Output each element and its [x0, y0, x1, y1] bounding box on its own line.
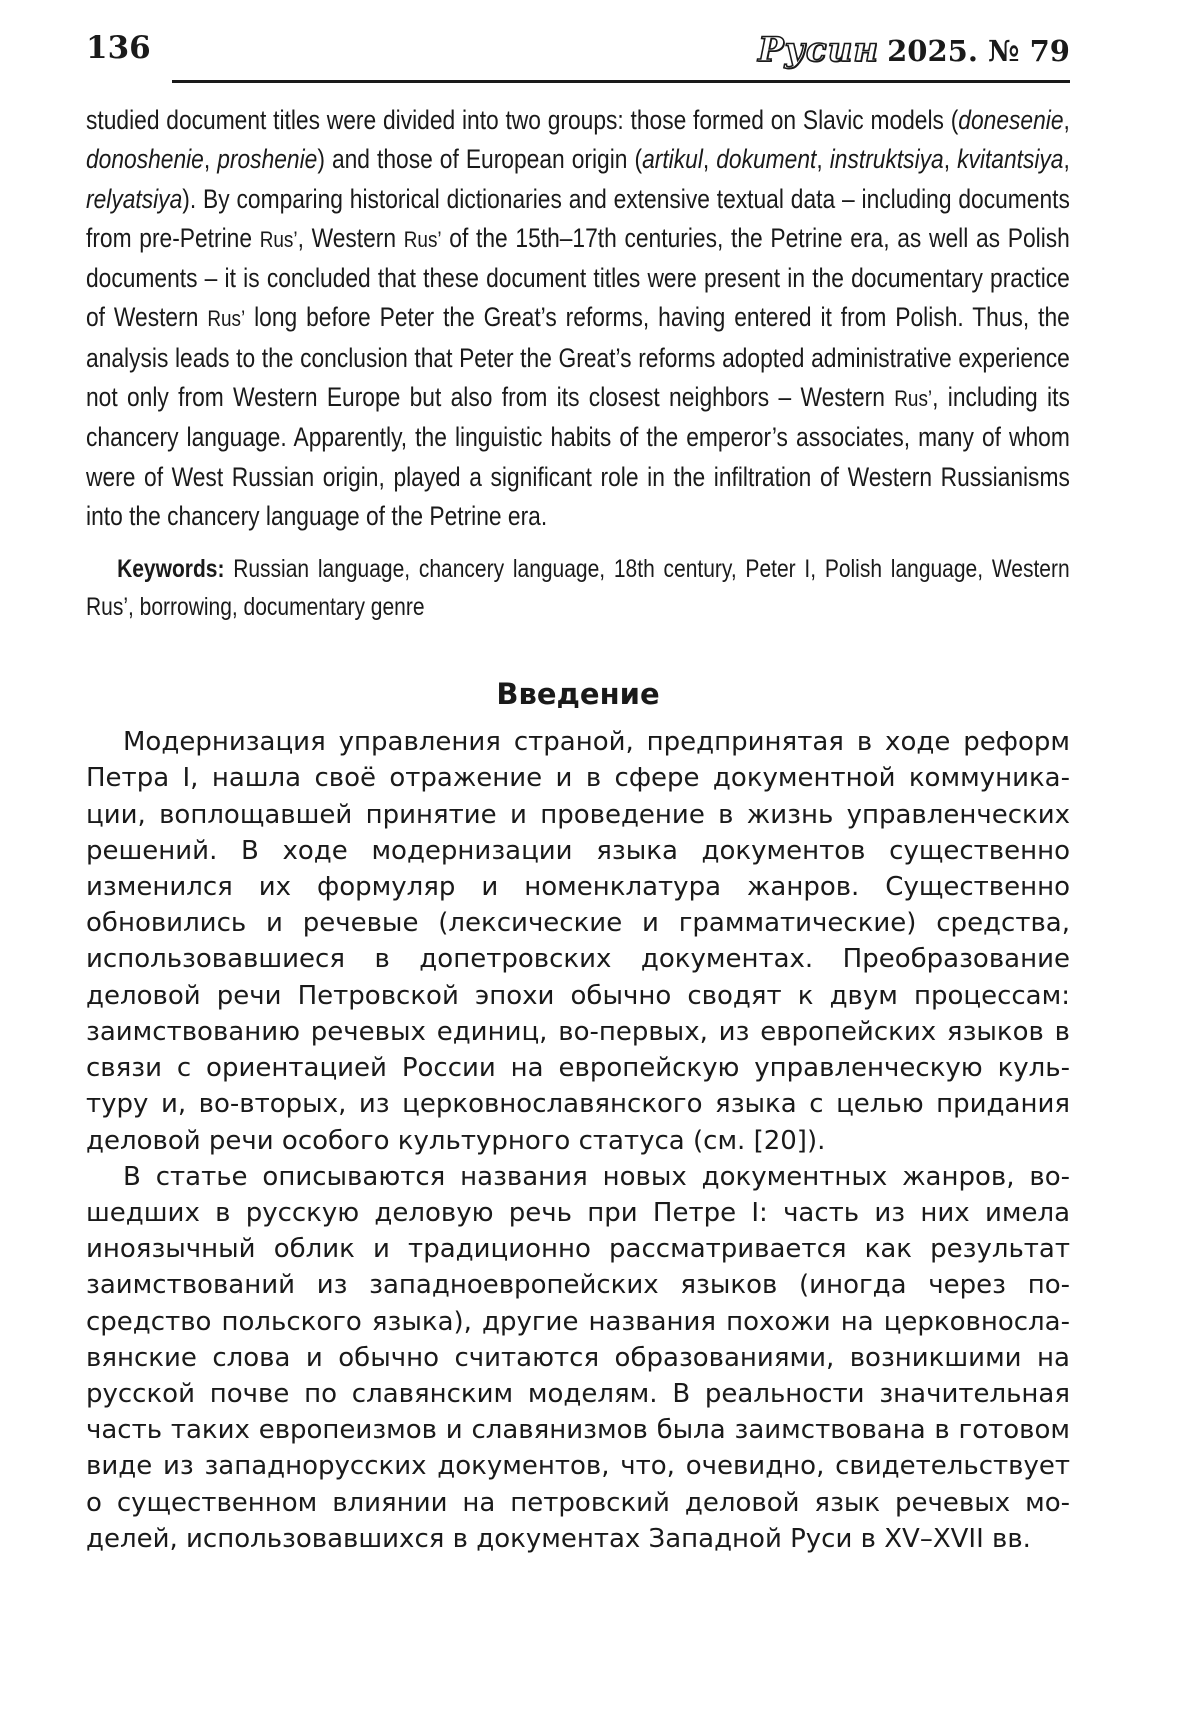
keywords-line [86, 550, 1070, 626]
journal-logo: Русин [757, 30, 880, 70]
body-text [86, 724, 1070, 1557]
small-caps-term: Rus’ [207, 306, 246, 332]
small-caps-term: Rus’ [894, 386, 933, 412]
abstract-text: of the 15th–17th centuries, the Petrine era, as well as Polish documents – it is concluded that these document titles were present in the documentary practice of Western [86, 222, 1070, 333]
term-italic: donoshenie [86, 144, 204, 175]
abstract-text: , [702, 144, 717, 175]
term-italic: dokument [716, 144, 817, 175]
abstract-text: , [1063, 144, 1070, 175]
journal-title [758, 32, 1070, 69]
term-italic: instruktsiya [829, 144, 944, 175]
journal-issue: 2025. № 79 [887, 34, 1070, 68]
term-italic: relyatsiya [86, 183, 183, 214]
keywords-label: Keywords: [117, 555, 225, 584]
abstract-text: , [1063, 105, 1070, 135]
small-caps-term: Rus’ [403, 226, 442, 252]
abstract-text: , Western [297, 222, 404, 253]
abstract-text: ). By comparing historical dictionaries and extensive textual data – including documents from pre-Petrine [86, 183, 1070, 253]
abstract-text: studied document titles were divided into two groups: those formed on Slavic models ( [86, 105, 959, 135]
small-caps-term: Rus’ [259, 226, 298, 252]
term-italic: proshenie [217, 144, 318, 175]
abstract-text: , [203, 144, 218, 175]
abstract-text: , [943, 144, 958, 175]
term-italic: artikul [642, 144, 703, 175]
section-title: Введение [496, 677, 660, 712]
abstract-text: ) and those of European origin ( [317, 144, 643, 175]
page-number: 136 [86, 30, 151, 66]
body-paragraph-1: Модернизация управления страной, предпринятая в ходе реформ Петра I, нашла своё отражение и в сфере документной коммуникации, воплощавшей принятие и проведение в жизнь управленческих решений. В ходе модернизации языка документов существенно изменился их формуляр и номенклатура жанров. Существенно обновились и речевые (лексические и грамматические) средства, использовавшиеся в допетровских документах. Преобразование деловой речи Петровской эпохи обычно сводят к двум процессам: заимствованию речевых единиц, во-первых, из европейских языков в связи с ориентацией России на европейскую управленческую культуру и, во-вторых, из церковнославянского языка с целью придания деловой речи особого культурного статуса (см. [20]). [86, 727, 1070, 1156]
body-paragraph-2: В статье описываются названия новых документных жанров, вошедших в русскую деловую речь при Петре I: часть из них имела иноязычный облик и традиционно рассматривается как результат заимствований из западноевропейских языков (иногда через посредство польского языка), другие названия похожи на церковнославянские слова и обычно считаются образованиями, возникшими на русской почве по славянским моделям. В реальности значительная часть таких европеизмов и славянизмов была заимствована в готовом виде из западнорусских документов, что, очевидно, свидетельствует о существенном влиянии на петровский деловой язык речевых моделей, использовавшихся в документах Западной Руси в XV–XVII вв. [86, 1161, 1070, 1554]
abstract-text: , including its chancery language. Apparently, the linguistic habits of the emperor’s associates, many of whom were of West Russian origin, played a significant role in the infiltration of Western Russianisms into the chancery language of the Petrine era. [86, 382, 1070, 531]
term-italic: kvitantsiya [957, 144, 1064, 175]
page [86, 30, 1070, 1557]
abstract-text: long before Peter the Great’s reforms, having entered it from Polish. Thus, the analysis leads to the conclusion that Peter the Great’s reforms adopted administrative experience not only from Western Europe but also from its closest neighbors – Western [86, 302, 1070, 413]
term-italic: donesenie [958, 105, 1064, 135]
abstract-text: , [816, 144, 830, 175]
keywords-text: Russian language, chancery language, 18th century, Peter I, Polish language, Western Rus’, borrowing, documentary genre [86, 555, 1070, 622]
abstract-paragraph [86, 101, 1070, 536]
running-head [86, 30, 1070, 83]
